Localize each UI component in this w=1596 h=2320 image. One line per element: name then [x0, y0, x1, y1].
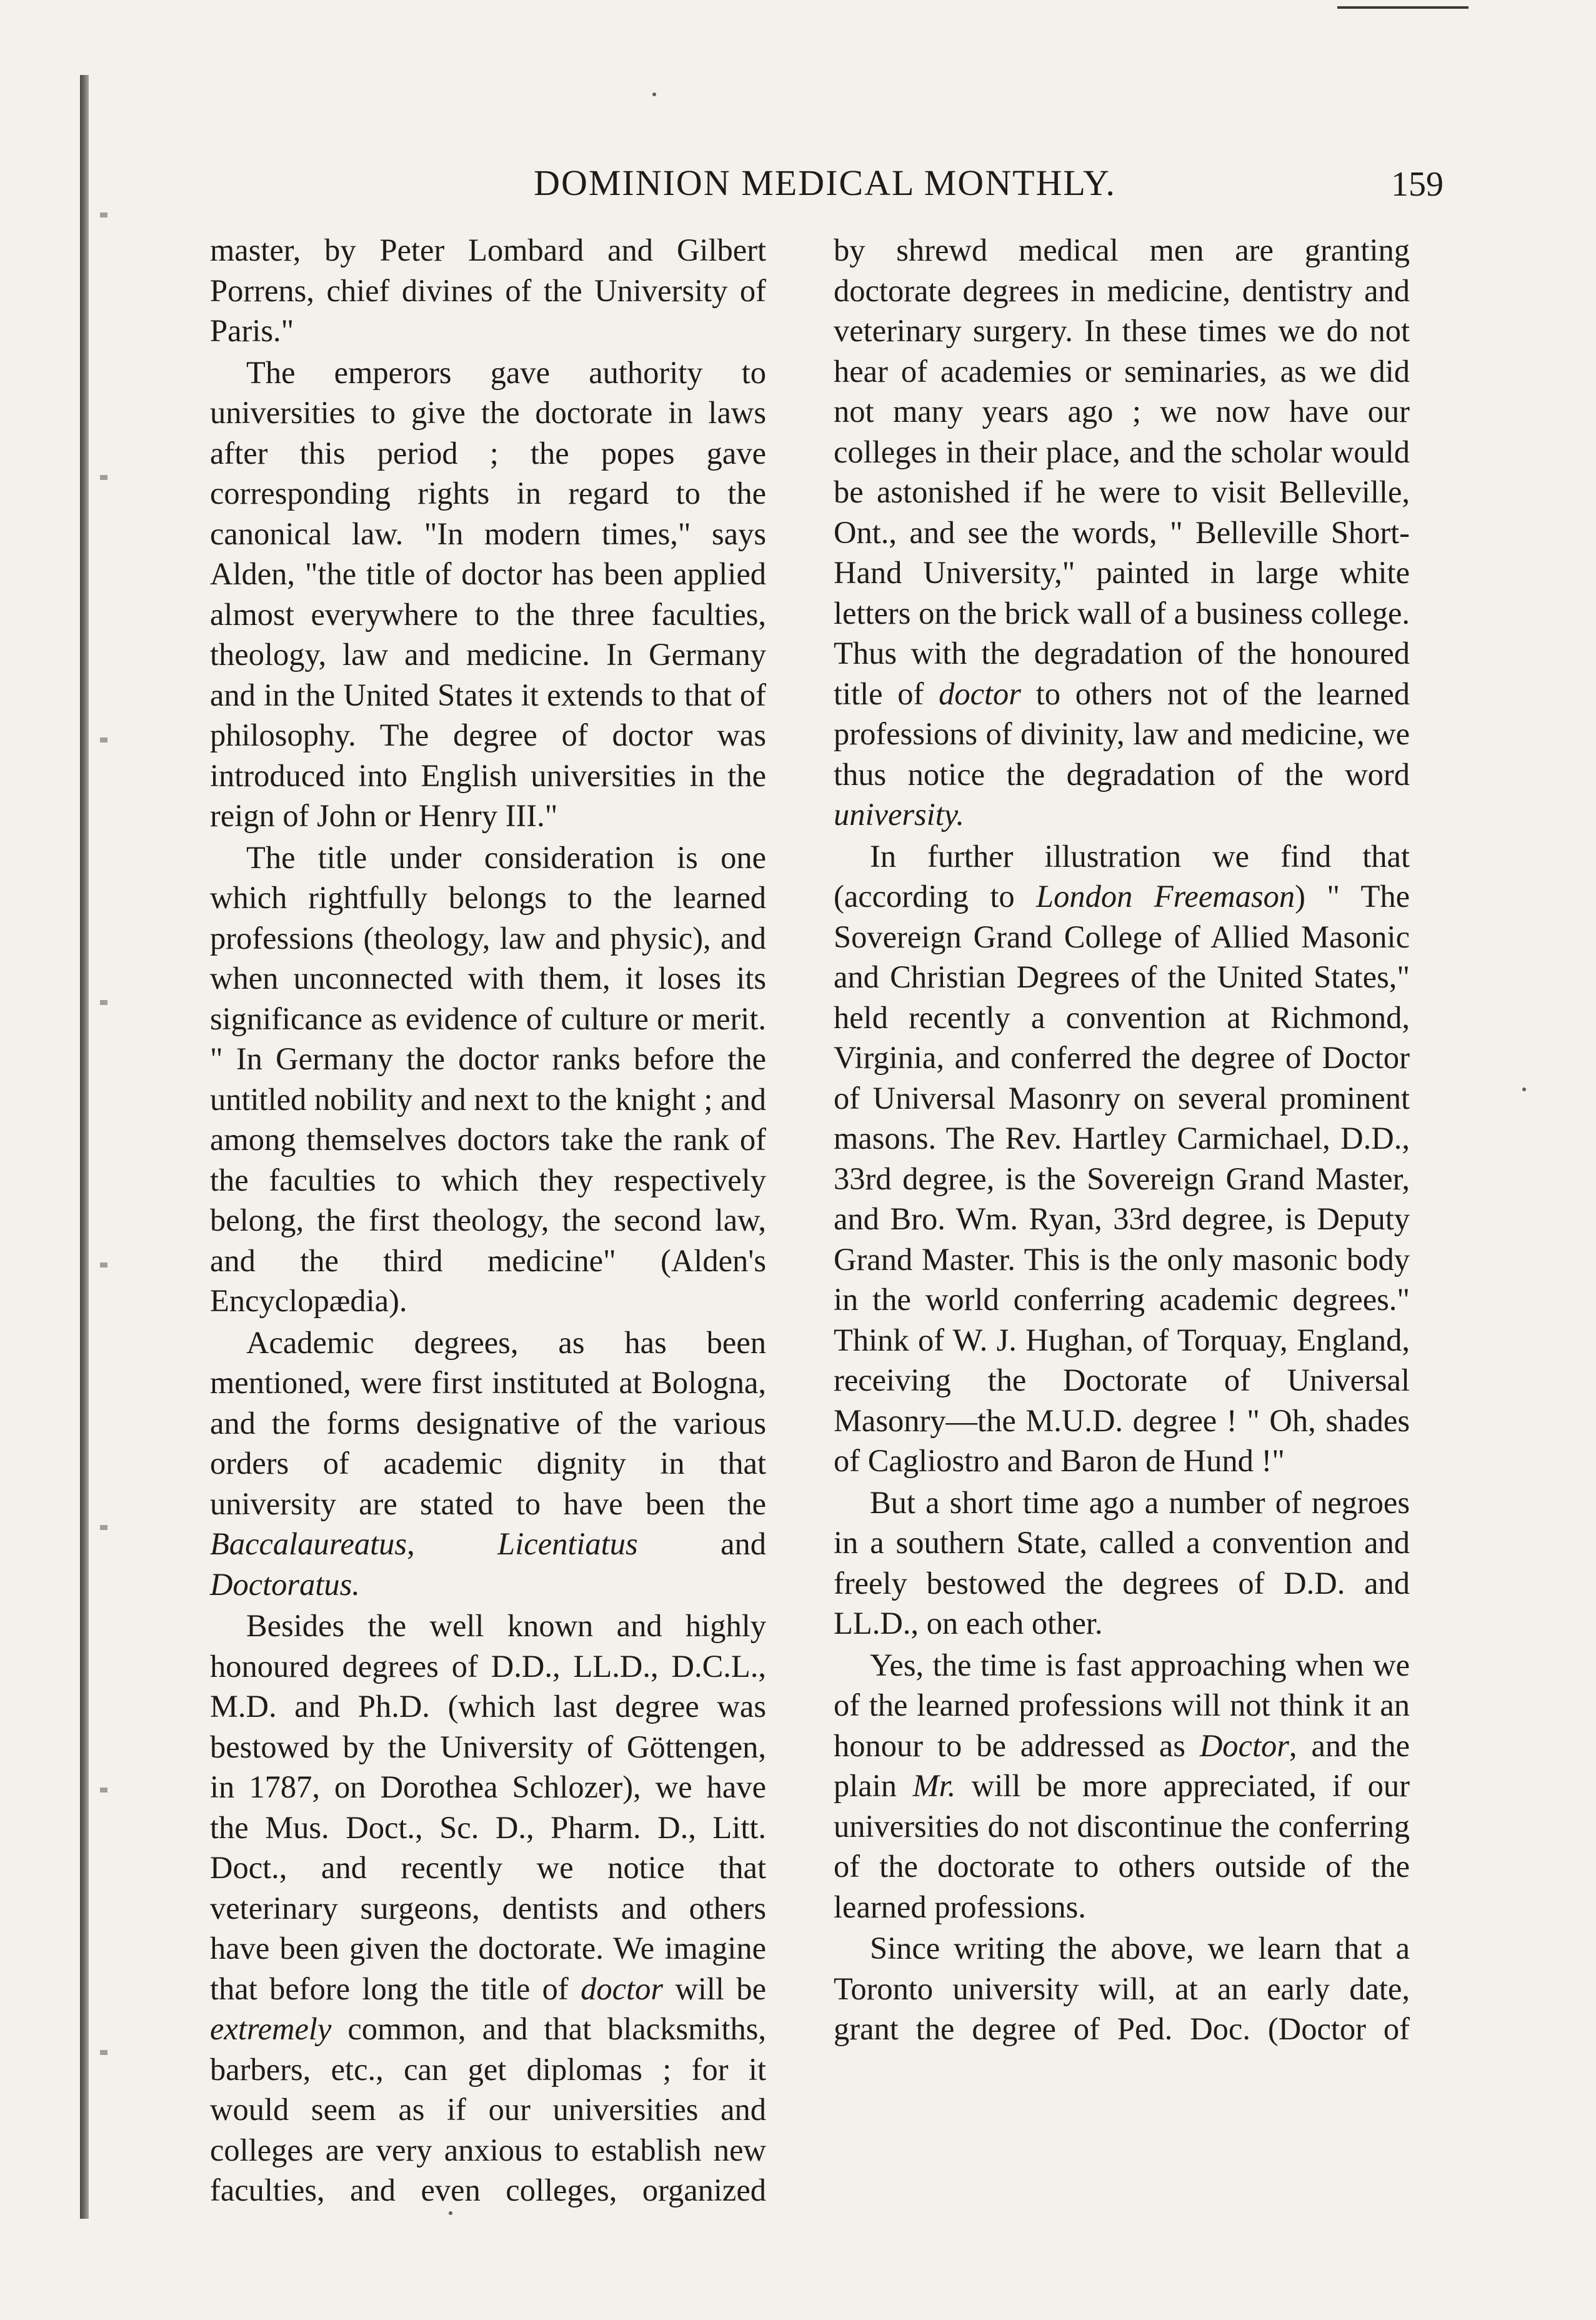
paragraph-text: Besides the well known and highly honoured degrees of D.D., LL.D., D.C.L., M.D. and Ph.D. (which last degree was bestowed by the University of Göttengen, in 1787, on Dorothea Schlozer), we have the Mus. Doct., Sc. D., Pharm. D., Litt. Doct., and recently we notice that veterinary surgeons, dentists and others have been given the doctorate. We imagine that before long the title of — [210, 1608, 766, 2006]
binding-edge — [80, 75, 89, 2219]
binding-marks — [100, 100, 107, 2162]
italic-term: university. — [834, 797, 964, 832]
italic-term: London Freemason — [1036, 879, 1295, 914]
ink-speck — [652, 92, 656, 96]
paragraph-text: ) " The Sovereign Grand College of Allied Masonic and Christian Degrees of the United States," held recently a convention at Richmond, Virginia, and conferred the degree of Doctor of Universal Masonry on several prominent masons. The Rev. Hartley Carmichael, D.D., 33rd degree, is the Sovereign Grand Master, and Bro. Wm. Ryan, 33rd degree, is Deputy Grand Master. This is the only masonic body in the world conferring academic degrees." Think of W. J. Hughan, of Torquay, England, receiving the Doctorate of Universal Masonry—the M.U.D. degree ! " Oh, shades of Cagliostro and Baron de Hund !" — [834, 879, 1410, 1478]
paragraph-text: Since writing the above, we learn that a Toronto university will, at an early date, grant the degree of Ped. Doc. (Doctor of — [834, 1931, 1410, 2046]
paragraph-text: and — [637, 1526, 766, 1561]
paragraph-text: The title under consideration is one which rightfully belongs to the learned professions (theology, law and physic), and when unconnected with them, it loses its significance as evidence of culture or merit. " In Germany the doctor ranks before the untitled nobility and next to the knight ; and among themselves doctors take the rank of the faculties to which they respectively belong, the first theology, the second law, and the third medicine" (Alden's Encyclopædia). — [210, 839, 766, 1318]
paragraph — [210, 1606, 766, 2211]
paragraph-text: to others not of the learned professions of divinity, law and medicine, we thus notice the degradation of the word — [834, 676, 1410, 792]
italic-term: doctor — [581, 1971, 663, 2006]
running-head: DOMINION MEDICAL MONTHLY. — [534, 162, 1116, 203]
top-rule — [1337, 6, 1469, 9]
paragraph-text: common, and that blacksmiths, barbers, etc., can get diplomas ; for it would seem as if our universities and colleges are very anxious to establish new faculties, and even colleges, organized — [210, 2011, 766, 2208]
paragraph-text: Yes, the time is fast approaching when we of the learned professions will not think it an honour to be addressed as — [834, 1647, 1410, 1763]
italic-term: doctor — [939, 676, 1021, 711]
italic-term: Mr. — [912, 1768, 956, 1803]
paragraph-text: Academic degrees, as has been mentioned, were first instituted at Bologna, and the forms designative of the various orders of academic dignity in that university are stated to have been the — [210, 1324, 766, 1521]
ink-speck — [449, 2211, 452, 2215]
paragraph-text: will be — [662, 1971, 766, 2006]
paragraph-text: The emperors gave authority to universities to give the doctorate in laws after this period ; the popes gave corresponding rights in regard to the canonical law. "In modern times," says Alden, "the title of doctor has been applied almost everywhere to the three faculties, theology, law and medicine. In Germany and in the United States it extends to that of philosophy. The degree of doctor was introduced into English universities in the reign of John or Henry III." — [210, 354, 766, 833]
italic-term: Baccalaureatus — [210, 1526, 407, 1561]
paragraph — [210, 838, 766, 1321]
paragraph-text: , — [407, 1526, 498, 1561]
paragraph — [210, 1322, 766, 1605]
paragraph-text: In further illustration we find that (according to — [834, 838, 1410, 914]
paragraph-text: master, by Peter Lombard and Gilbert Porrens, chief divines of the University of Paris." — [210, 232, 766, 348]
paragraph — [834, 1645, 1410, 1928]
paragraph — [834, 1928, 1410, 2049]
paragraph — [210, 230, 766, 351]
ink-speck — [1522, 1088, 1526, 1091]
paragraph — [834, 230, 1410, 835]
italic-term: Doctoratus. — [210, 1566, 360, 1602]
paragraph-text: But a short time ago a number of negroes in a southern State, called a convention and freely bestowed the degrees of D.D. and LL.D., on each other. — [834, 1484, 1410, 1641]
paragraph-text: , and the plain — [834, 1728, 1410, 1803]
italic-term: Licentiatus — [497, 1526, 638, 1561]
paragraph-text: will be more appreciated, if our universities do not discontinue the conferring of the doctorate to others outside of the learned professions. — [834, 1768, 1410, 1924]
paragraph — [834, 836, 1410, 1481]
right-column — [834, 230, 1410, 2051]
paragraph — [210, 352, 766, 836]
italic-term: extremely — [210, 2011, 332, 2046]
italic-term: Doctor — [1199, 1728, 1289, 1763]
page-number: 159 — [1391, 165, 1444, 204]
paragraph-text: by shrewd medical men are granting doctorate degrees in medicine, dentistry and veterinary surgery. In these times we do not hear of academies or seminaries, as we did not many years ago ; we now have our colleges in their place, and the scholar would be astonished if he were to visit Belleville, Ont., and see the words, " Belleville Short-Hand University," painted in large white letters on the brick wall of a business college. Thus with the degradation of the honoured title of — [834, 232, 1410, 711]
page-header — [206, 161, 1444, 211]
left-column — [210, 230, 766, 2212]
paragraph — [834, 1482, 1410, 1644]
